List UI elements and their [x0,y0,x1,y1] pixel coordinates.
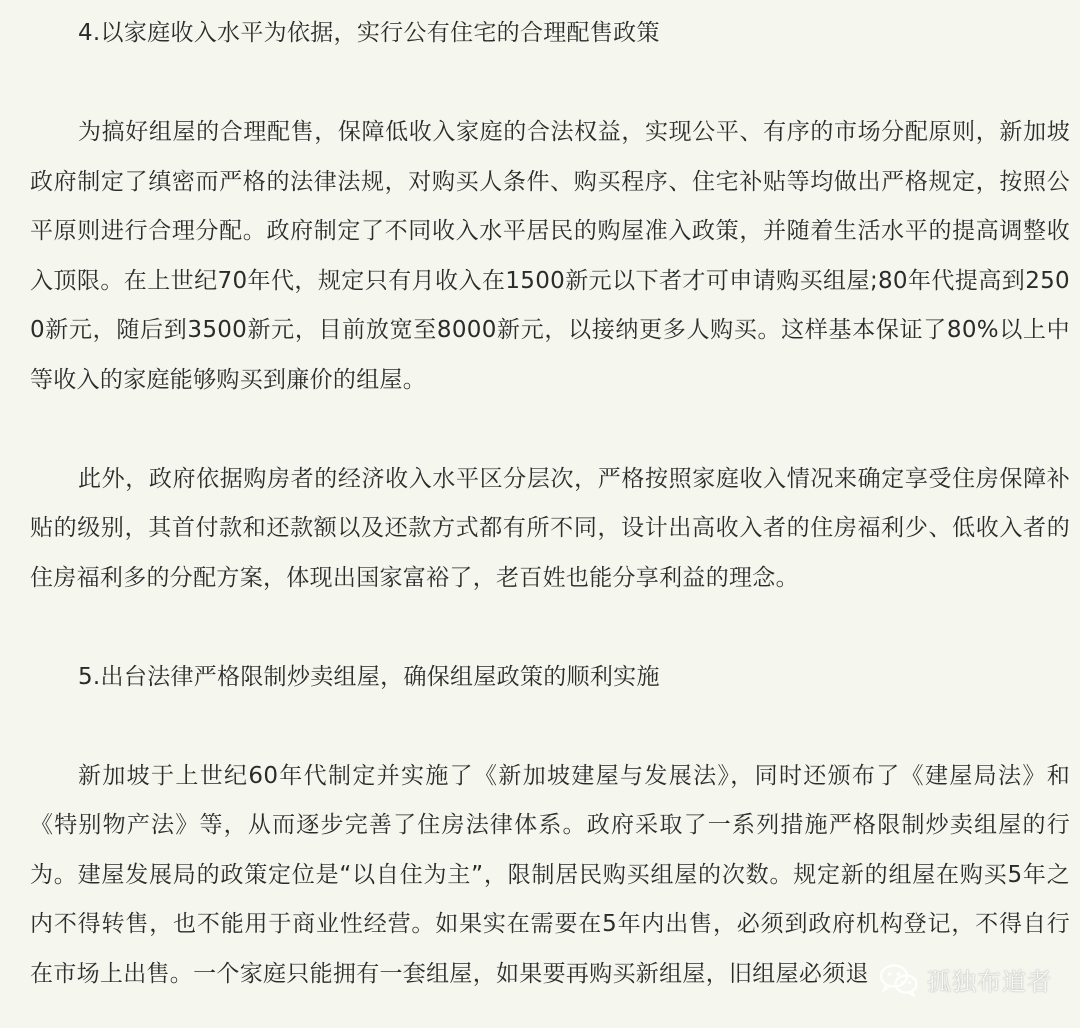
paragraph-gap [30,603,1070,653]
paragraph-gap [30,702,1070,752]
section-heading-5: 5.出台法律严格限制炒卖组屋，确保组屋政策的顺利实施 [78,663,660,690]
paragraph-gap [30,405,1070,455]
watermark-text: 孤独布道者 [927,968,1052,996]
wechat-icon [879,963,919,997]
paragraph-housing-law: 新加坡于上世纪60年代制定并实施了《新加坡建屋与发展法》，同时还颁布了《建屋局法》和《特别物产法》等，从而逐步完善了住房法律体系。政府采取了一系列措施严格限制炒卖组屋的行为。建屋发展局的政策定位是“以自住为主”，限制居民购买组屋的次数。规定新的组屋在购买5年之内不得转售，也不能用于商业性经营。如果实在需要在5年内出售，必须到政府机构登记，不得自行在市场上出售。一个家庭只能拥有一套组屋，如果要再购买新组屋，旧组屋必须退 [30,762,1070,987]
paragraph-income-tiers: 此外，政府依据购房者的经济收入水平区分层次，严格按照家庭收入情况来确定享受住房保障补贴的级别，其首付款和还款额以及还款方式都有所不同，设计出高收入者的住房福利少、低收入者的住房福利多的分配方案，体现出国家富裕了，老百姓也能分享利益的理念。 [30,465,1070,591]
wechat-watermark [879,962,1052,997]
article-body [30,9,1070,999]
paragraph-allocation-policy: 为搞好组屋的合理配售，保障低收入家庭的合法权益，实现公平、有序的市场分配原则，新加坡政府制定了缜密而严格的法律法规，对购买人条件、购买程序、住宅补贴等均做出严格规定，按照公平原则进行合理分配。政府制定了不同收入水平居民的购屋准入政策，并随着生活水平的提高调整收入顶限。在上世纪70年代，规定只有月收入在1500新元以下者才可申请购买组屋;80年代提高到2500新元，随后到3500新元，目前放宽至8000新元，以接纳更多人购买。这样基本保证了80%以上中等收入的家庭能够购买到廉价的组屋。 [30,119,1070,393]
paragraph-gap [30,59,1070,109]
section-heading-4: 4.以家庭收入水平为依据，实行公有住宅的合理配售政策 [78,20,660,46]
